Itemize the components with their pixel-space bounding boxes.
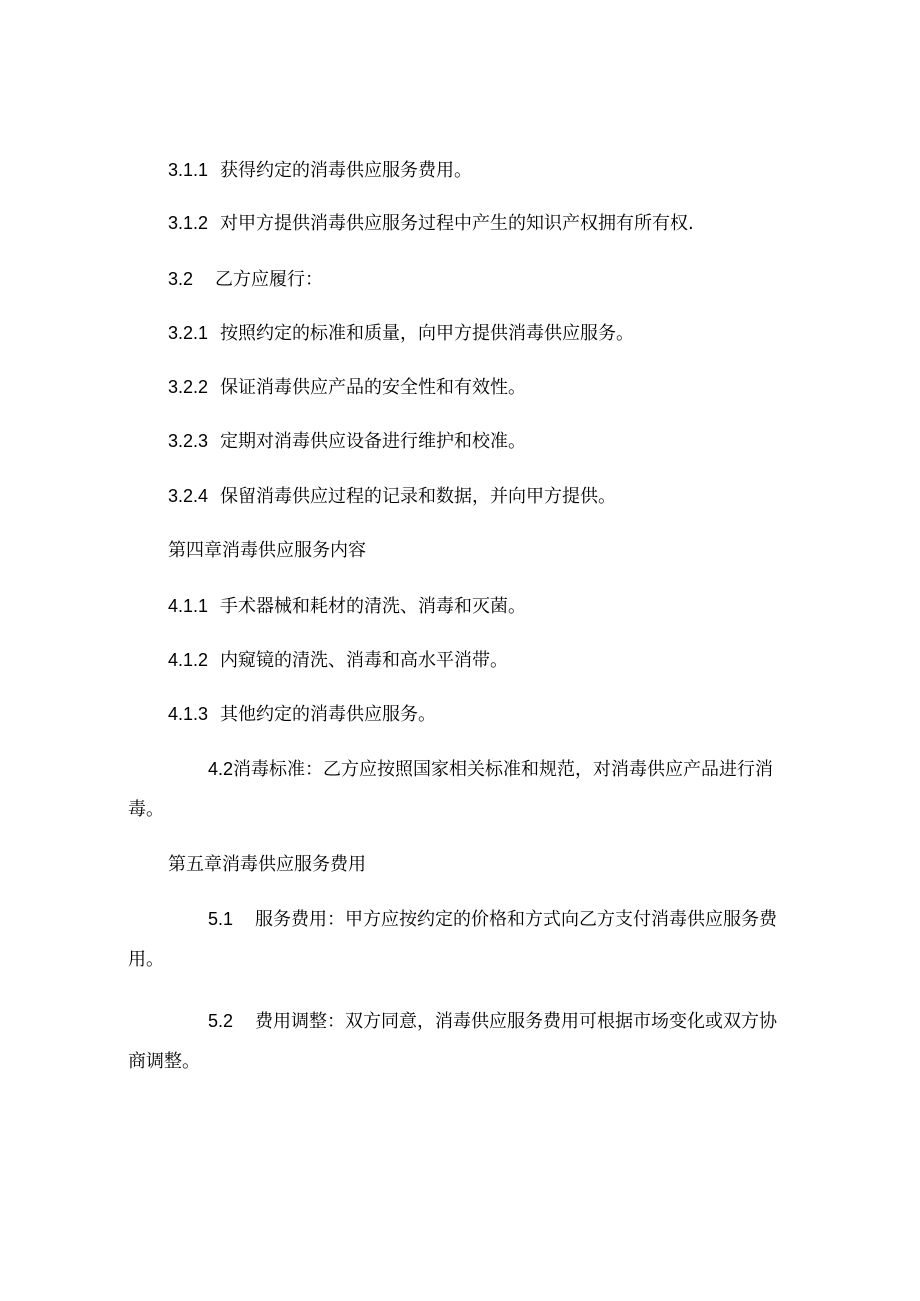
- clause-text: 乙方应履行：: [215, 269, 324, 290]
- clause-3-2: [128, 266, 788, 293]
- clause-5-2: [128, 1001, 788, 1082]
- clause-text: 服务费用：甲方应按约定的价格和方式向乙方支付消毒供应服务费用。: [128, 909, 778, 970]
- clause-number: 3.1.1: [168, 160, 209, 180]
- clause-number: 5.2: [208, 1011, 234, 1031]
- clause-number: 4.1.3: [168, 704, 209, 724]
- clause-5-1: [128, 899, 788, 980]
- chapter-heading-4: [128, 538, 788, 564]
- chapter-title: 第四章消毒供应服务内容: [168, 540, 366, 561]
- clause-number: 3.1.2: [168, 213, 209, 233]
- clause-number: 5.1: [208, 909, 234, 929]
- clause-text: 定期对消毒供应设备进行维护和校准。: [220, 431, 527, 452]
- clause-number: 3.2: [168, 269, 194, 289]
- clause-text: 其他约定的消毒供应服务。: [220, 704, 437, 725]
- clause-text: 内窥镜的清洗、消毒和高水平消带。: [220, 650, 509, 671]
- clause-number: 4.1.1: [168, 596, 209, 616]
- clause-number: 3.2.1: [168, 323, 209, 343]
- clause-3-2-4: [128, 483, 788, 510]
- clause-text: 保留消毒供应过程的记录和数据，并向甲方提供。: [220, 486, 617, 507]
- clause-text: 保证消毒供应产品的安全性和有效性。: [220, 377, 527, 398]
- clause-4-1-1: [128, 593, 788, 620]
- clause-number: 3.2.2: [168, 377, 209, 397]
- clause-3-2-3: [128, 428, 788, 455]
- clause-number: 3.2.4: [168, 486, 209, 506]
- clause-4-1-3: [128, 701, 788, 728]
- clause-text: 获得约定的消毒供应服务费用。: [220, 160, 473, 181]
- clause-3-2-1: [128, 320, 788, 347]
- clause-number: 3.2.3: [168, 431, 209, 451]
- clause-4-1-2: [128, 647, 788, 674]
- clause-3-1-2: [128, 210, 788, 237]
- clause-4-2: [128, 749, 788, 830]
- clause-number: 4.1.2: [168, 650, 209, 670]
- clause-text: 对甲方提供消毒供应服务过程中产生的知识产权拥有所有权.: [220, 213, 694, 234]
- clause-text: 按照约定的标准和质量，向甲方提供消毒供应服务。: [220, 323, 635, 344]
- clause-3-2-2: [128, 374, 788, 401]
- clause-text: 费用调整：双方同意，消毒供应服务费用可根据市场变化或双方协商调整。: [128, 1011, 778, 1072]
- chapter-heading-5: [128, 852, 788, 878]
- clause-text: 消毒标准：乙方应按照国家相关标准和规范，对消毒供应产品进行消毒。: [128, 759, 774, 820]
- chapter-title: 第五章消毒供应服务费用: [168, 854, 366, 875]
- clause-3-1-1: [128, 157, 788, 184]
- clause-number: 4.2: [208, 759, 234, 779]
- clause-text: 手术器械和耗材的清洗、消毒和灭菌。: [220, 596, 527, 617]
